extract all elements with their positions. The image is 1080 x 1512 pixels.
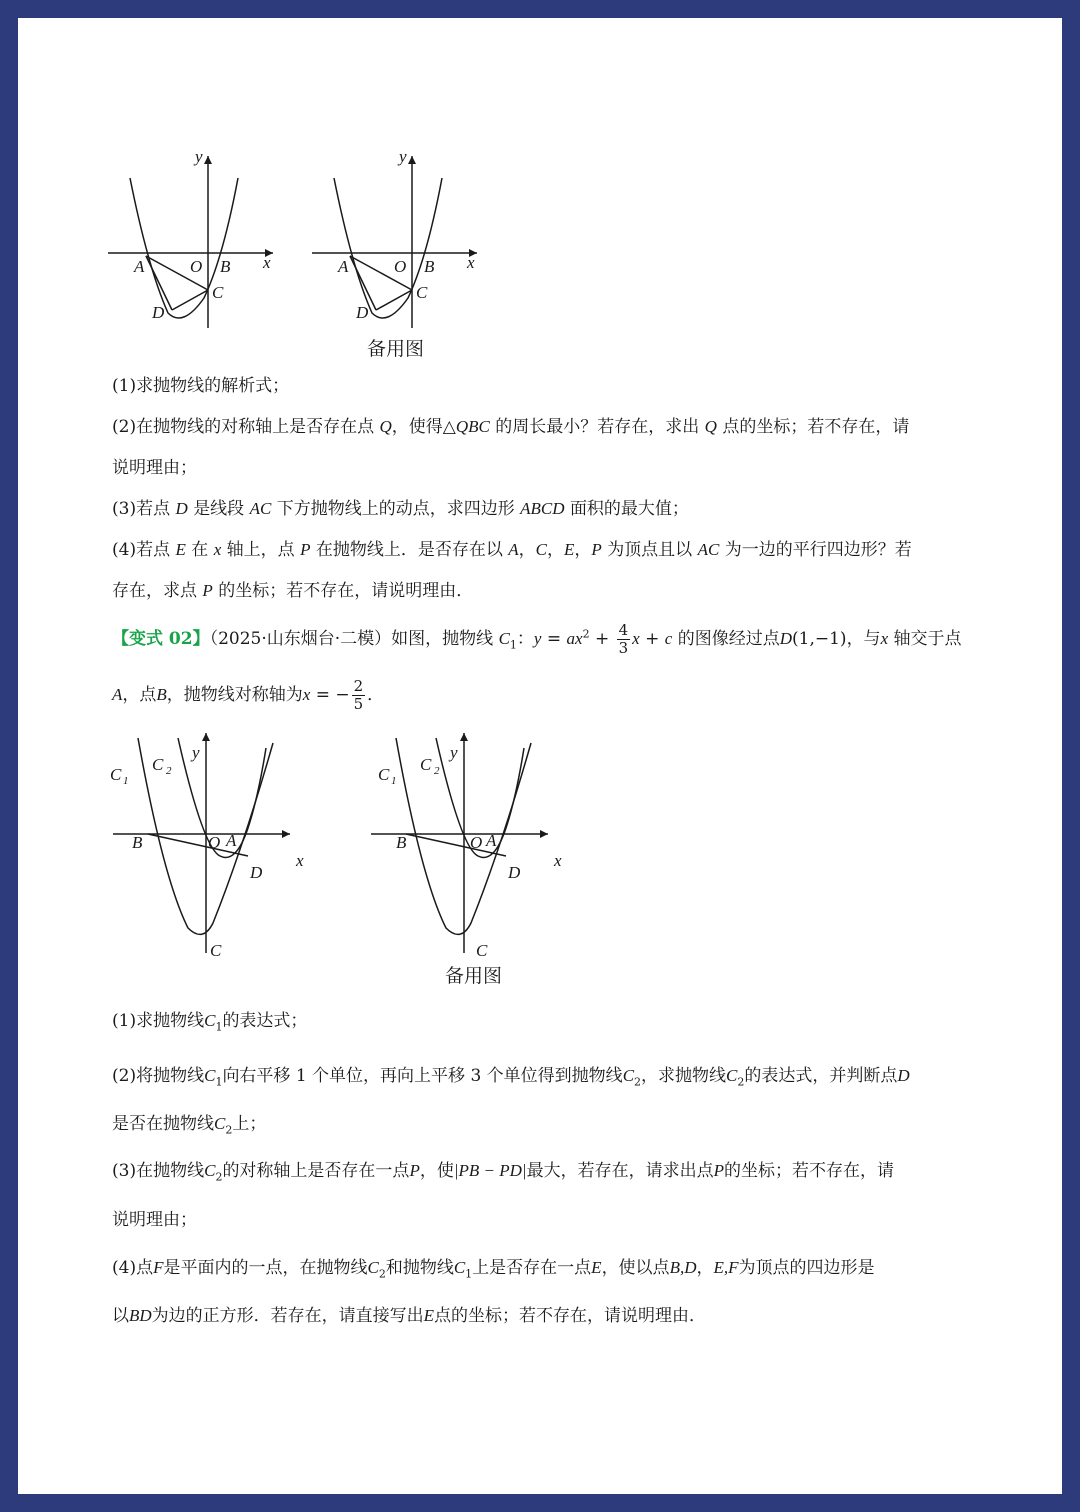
q3-text-f: 说明理由； <box>112 1210 197 1230</box>
var-BD-2: BD <box>129 1306 152 1325</box>
sub: 2 <box>225 1123 233 1137</box>
q1-text: (1)求抛物线的解析式； <box>112 376 290 396</box>
sub: 1 <box>215 1020 223 1034</box>
q4-text-a: (4)点 <box>112 1258 154 1278</box>
q4-text-h: 以 <box>112 1306 129 1326</box>
q2-text-d: 点的坐标；若不存在，请 <box>722 417 910 437</box>
q4-text-f: 为一边的平行四边形？若 <box>724 540 912 560</box>
q2-text-d: 的表达式，并判断点 <box>744 1066 898 1086</box>
label-C1: C <box>378 765 390 784</box>
label-y: y <box>195 147 203 166</box>
label-A: A <box>486 831 497 850</box>
q3-text-d: 最大，若存在，请求出点 <box>526 1161 714 1181</box>
label-y: y <box>399 147 407 166</box>
label-O: O <box>394 257 407 276</box>
p2-question-4 <box>112 1253 875 1280</box>
var-C: C <box>535 540 547 559</box>
figure-caption-1: 备用图 <box>367 338 425 360</box>
label-D: D <box>250 863 263 882</box>
q4-sep-2: ， <box>547 540 564 560</box>
var-E-2: E <box>423 1306 435 1325</box>
label-O: O <box>470 833 483 852</box>
var-C1: C <box>453 1258 466 1277</box>
label-C2: C <box>420 755 432 774</box>
eq-colon: ： <box>516 629 534 649</box>
source-text: （2025·山东烟台·二模）如图，抛物线 <box>209 629 494 649</box>
eq-c: c <box>664 629 673 648</box>
q4-text-b: 在 <box>191 540 209 560</box>
q4-sep-3: ， <box>574 540 592 560</box>
q3-text-b: 是线段 <box>193 499 245 519</box>
q2-text-e: 说明理由； <box>112 458 197 478</box>
eq-plus: + <box>589 629 615 649</box>
point-D-coord: (1,−1) <box>792 629 847 649</box>
sym-den: 5 <box>353 695 364 713</box>
var-P-2: P <box>713 1161 724 1180</box>
q2-text-b: 向右平移 1 个单位，再向上平移 3 个单位得到抛物线 <box>222 1066 623 1086</box>
label-B: B <box>424 257 435 276</box>
label-y: y <box>192 743 200 762</box>
var-EF: E,F <box>713 1258 739 1277</box>
q2-text-f: 上； <box>232 1114 267 1134</box>
q2-text-e: 是否在抛物线 <box>112 1114 214 1134</box>
fraction-2-5 <box>352 678 366 713</box>
label-y: y <box>450 743 458 762</box>
var-P-2: P <box>591 540 602 559</box>
q3-text-c: ，使 <box>419 1161 454 1181</box>
var-P: P <box>409 1161 420 1180</box>
figure-parabola-1 <box>108 148 288 328</box>
p1-question-3 <box>112 494 689 519</box>
var-E: E <box>591 1258 602 1277</box>
figure-parabola-2 <box>108 728 308 958</box>
var-A: A <box>508 540 519 559</box>
label-x: x <box>554 851 562 870</box>
label-D: D <box>152 303 165 322</box>
q2-text-c: 的周长最小？若存在，求出 <box>495 417 700 437</box>
var-AC: AC <box>249 499 272 518</box>
label-C1-sub: 1 <box>391 775 397 787</box>
label-C: C <box>210 941 222 960</box>
var-BD: B,D <box>669 1258 697 1277</box>
label-A: A <box>338 257 349 276</box>
q4-text-h: 的坐标；若不存在，请说明理由． <box>218 581 474 601</box>
label-C: C <box>416 283 428 302</box>
frac-den: 3 <box>618 639 629 657</box>
eq-square: 2 <box>582 627 590 641</box>
q4-text-f: ， <box>696 1258 714 1278</box>
point-D: D <box>779 629 793 648</box>
var-ABCD: ABCD <box>520 499 565 518</box>
sub: 2 <box>737 1075 745 1089</box>
sym-end: ． <box>367 685 385 705</box>
q4-text-c: 和抛物线 <box>385 1258 454 1278</box>
q4-text-e: ，使以点 <box>601 1258 670 1278</box>
p1-question-2 <box>112 412 909 437</box>
sub: 2 <box>215 1170 223 1184</box>
p1-question-1 <box>112 371 289 396</box>
label-x: x <box>296 851 304 870</box>
var-E: E <box>175 540 186 559</box>
parabola-diagram-1 <box>108 148 288 328</box>
q4-text-g: 存在，求点 <box>112 581 197 601</box>
p2-question-2-cont <box>112 1109 266 1136</box>
p2-question-1 <box>112 1006 307 1033</box>
label-x: x <box>263 253 271 272</box>
p2-question-2 <box>112 1061 910 1088</box>
var-B: B <box>156 685 167 704</box>
q4-text-i: 为边的正方形．若存在，请直接写出 <box>151 1306 424 1326</box>
var-x-axis: x <box>880 629 889 648</box>
var-C: C <box>204 1066 216 1085</box>
variant-tag: 【变式 02】 <box>112 629 210 649</box>
fraction-4-3 <box>617 622 631 657</box>
label-B: B <box>396 833 407 852</box>
label-O: O <box>190 257 203 276</box>
label-A: A <box>226 831 237 850</box>
q4-text-b: 是平面内的一点，在抛物线 <box>163 1258 368 1278</box>
label-C2-sub: 2 <box>166 765 172 777</box>
var-D: D <box>175 499 188 518</box>
sub-1: 1 <box>509 638 517 652</box>
p2-question-4-cont <box>112 1301 706 1326</box>
label-O: O <box>208 833 221 852</box>
label-C: C <box>476 941 488 960</box>
sub: 1 <box>465 1267 473 1281</box>
q1-text-b: 的表达式； <box>222 1011 308 1031</box>
q4-text-c: 轴上，点 <box>226 540 295 560</box>
var-AC-2: AC <box>697 540 720 559</box>
q3-text-b: 的对称轴上是否存在一点 <box>222 1161 410 1181</box>
var-P-3: P <box>202 581 213 600</box>
var-A: A <box>112 685 123 704</box>
q4-text-j: 点的坐标；若不存在，请说明理由． <box>434 1306 707 1326</box>
label-B: B <box>132 833 143 852</box>
var-C: C <box>204 1161 216 1180</box>
var-C: C <box>367 1258 379 1277</box>
p2-question-3 <box>112 1156 894 1183</box>
q4-text-d: 在抛物线上．是否存在以 <box>315 540 503 560</box>
label-D: D <box>356 303 369 322</box>
p2-statement-line-1 <box>112 622 962 657</box>
eq-plus-2: + <box>639 629 665 649</box>
p2-statement-line-2 <box>112 678 384 713</box>
q3-text-a: (3)在抛物线 <box>112 1161 205 1181</box>
sym-eq: = − <box>310 685 350 705</box>
label-C2-sub: 2 <box>434 765 440 777</box>
figure-parabola-1-backup <box>312 148 492 328</box>
label-C1: C <box>110 765 122 784</box>
var-Q-2: Q <box>704 417 717 436</box>
q4-sep-1: ， <box>518 540 536 560</box>
var-F: F <box>153 1258 164 1277</box>
after-eq-text: 的图像经过点 <box>677 629 780 649</box>
var-D: D <box>897 1066 910 1085</box>
p1-question-2-cont <box>112 453 197 478</box>
frac-num: 4 <box>618 621 629 639</box>
p1-question-4 <box>112 535 912 560</box>
sub: 2 <box>634 1075 642 1089</box>
q2-text-b: ，使得△ <box>391 417 456 437</box>
var-x: x <box>213 540 222 559</box>
parabola-diagram-2 <box>108 728 308 958</box>
var-E-2: E <box>564 540 575 559</box>
sym-num: 2 <box>353 677 364 695</box>
q2-text-a: (2)在抛物线的对称轴上是否存在点 <box>112 417 375 437</box>
eq-x: x <box>632 629 640 648</box>
q3-text-a: (3)若点 <box>112 499 171 519</box>
abs-expression: |PB − PD| <box>453 1161 527 1180</box>
q3-text-d: 面积的最大值； <box>569 499 689 519</box>
var-Q: Q <box>379 417 392 436</box>
q4-text-g: 为顶点的四边形是 <box>738 1258 875 1278</box>
q4-text-e: 为顶点且以 <box>607 540 693 560</box>
label-C: C <box>212 283 224 302</box>
q2-text-c: ，求抛物线 <box>641 1066 727 1086</box>
figure-caption-2: 备用图 <box>445 965 503 987</box>
sym-x: x <box>302 685 311 704</box>
label-B: B <box>220 257 231 276</box>
q4-text-a: (4)若点 <box>112 540 171 560</box>
document-page <box>18 18 1062 1494</box>
q1-text-a: (1)求抛物线 <box>112 1011 205 1031</box>
eq-equals: = <box>541 629 567 649</box>
var-C-3: C <box>726 1066 738 1085</box>
label-C1-sub: 1 <box>123 775 129 787</box>
label-C2: C <box>152 755 164 774</box>
var-C-2: C <box>622 1066 635 1085</box>
parabola-diagram-2-backup <box>366 728 566 958</box>
p2-question-3-cont <box>112 1205 197 1230</box>
eq-y: y <box>533 629 542 648</box>
parabola-diagram-1-backup <box>312 148 492 328</box>
q3-text-c: 下方抛物线上的动点，求四边形 <box>276 499 515 519</box>
var-C1: C <box>498 629 510 648</box>
var-QBC: QBC <box>455 417 490 436</box>
label-A: A <box>134 257 145 276</box>
label-D: D <box>508 863 521 882</box>
var-P: P <box>300 540 311 559</box>
q3-text-e: 的坐标；若不存在，请 <box>723 1161 894 1181</box>
after-x-text: 轴交于点 <box>893 629 962 649</box>
q2-text-a: (2)将抛物线 <box>112 1066 205 1086</box>
var-C-4: C <box>214 1114 226 1133</box>
var-C: C <box>204 1011 216 1030</box>
line2-text-b: ，抛物线对称轴为 <box>166 685 303 705</box>
q4-text-d: 上是否存在一点 <box>472 1258 592 1278</box>
figure-parabola-2-backup <box>366 728 566 958</box>
sub: 1 <box>215 1075 223 1089</box>
p1-question-4-cont <box>112 576 473 601</box>
after-D-text: ，与 <box>846 629 881 649</box>
eq-ax: ax <box>566 629 583 648</box>
sub: 2 <box>378 1267 386 1281</box>
label-x: x <box>467 253 475 272</box>
line2-text-a: ，点 <box>122 685 157 705</box>
